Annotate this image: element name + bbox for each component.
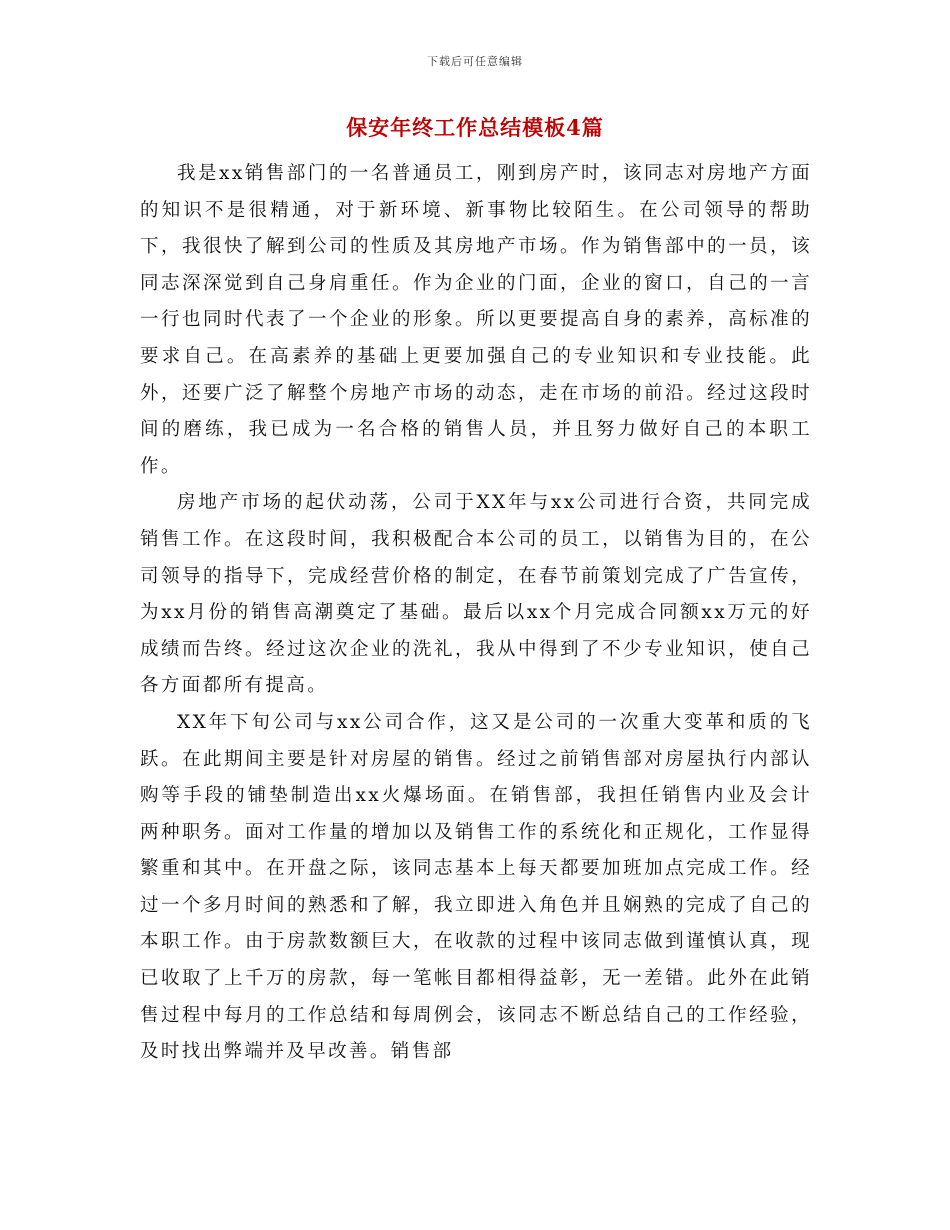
document-body (140, 156, 812, 1071)
paragraph-1: 我是xx销售部门的一名普通员工，刚到房产时，该同志对房地产方面的知识不是很精通，对于新环境、新事物比较陌生。在公司领导的帮助下，我很快了解到公司的性质及其房地产市场。作为销售部中的一员，该同志深深觉到自己身肩重任。作为企业的门面，企业的窗口，自己的一言一行也同时代表了一个企业的形象。所以更要提高自身的素养，高标准的要求自己。在高素养的基础上更要加强自己的专业知识和专业技能。此外，还要广泛了解整个房地产市场的动态，走在市场的前沿。经过这段时间的磨练，我已成为一名合格的销售人员，并且努力做好自己的本职工作。 (140, 163, 812, 477)
paragraph-2: 房地产市场的起伏动荡，公司于XX年与xx公司进行合资，共同完成销售工作。在这段时间，我积极配合本公司的员工，以销售为目的，在公司领导的指导下，完成经营价格的制定，在春节前策划完成了广告宣传，为xx月份的销售高潮奠定了基础。最后以xx个月完成合同额xx万元的好成绩而告终。经过这次企业的洗礼，我从中得到了不少专业知识，使自己各方面都所有提高。 (140, 492, 812, 697)
paragraph-3: XX年下旬公司与xx公司合作，这又是公司的一次重大变革和质的飞跃。在此期间主要是针对房屋的销售。经过之前销售部对房屋执行内部认购等手段的铺垫制造出xx火爆场面。在销售部，我担任销售内业及会计两种职务。面对工作量的增加以及销售工作的系统化和正规化，工作显得繁重和其中。在开盘之际，该同志基本上每天都要加班加点完成工作。经过一个多月时间的熟悉和了解，我立即进入角色并且娴熟的完成了自己的本职工作。由于房款数额巨大，在收款的过程中该同志做到谨慎认真，现已收取了上千万的房款，每一笔帐目都相得益彰，无一差错。此外在此销售过程中每月的工作总结和每周例会，该同志不断总结自己的工作经验，及时找出弊端并及早改善。销售部 (140, 711, 812, 1063)
document-title: 保安年终工作总结模板4篇 (346, 115, 604, 140)
header-note: 下载后可任意编辑 (427, 55, 523, 68)
